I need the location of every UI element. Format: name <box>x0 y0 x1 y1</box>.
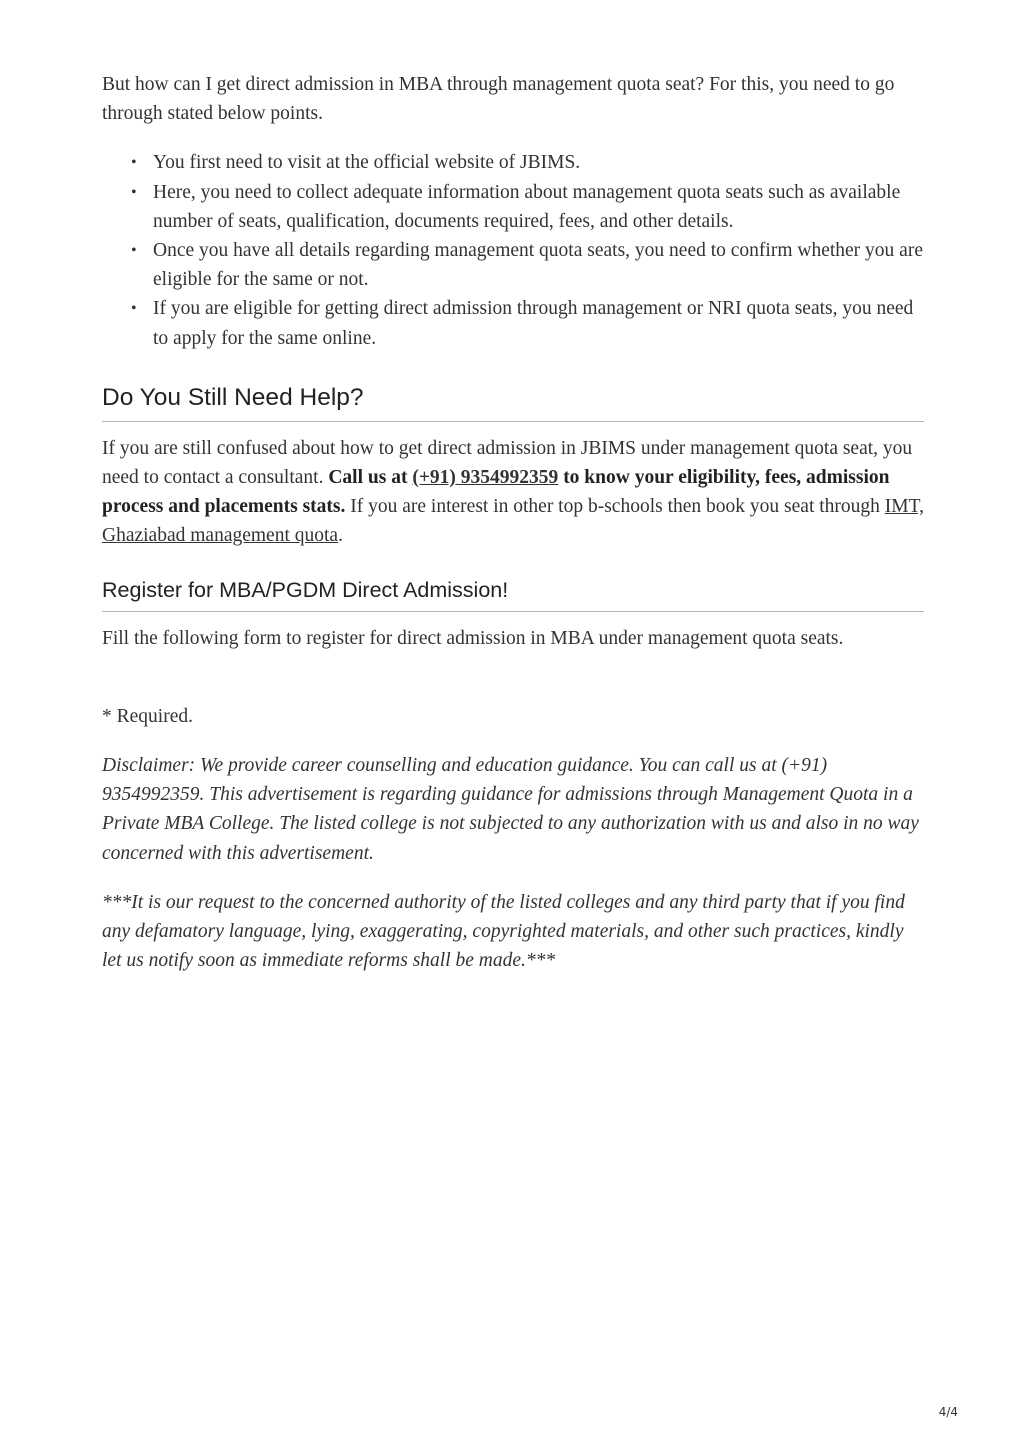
bullet-icon: • <box>131 154 137 172</box>
call-us-label: Call us at <box>328 467 413 489</box>
page-number: 4/4 <box>938 1405 958 1419</box>
list-item <box>131 236 924 294</box>
list-item-text: You first need to visit at the official website of JBIMS. <box>153 152 581 174</box>
help-text-part2: If you are interest in other top b-schools then book you seat through <box>345 496 885 518</box>
list-item-text: Here, you need to collect adequate information about management quota seats such as available number of seats, qualification, documents required, fees, and other details. <box>153 181 901 232</box>
disclaimer-paragraph: Disclaimer: We provide career counselling and education guidance. You can call us at (+91) 9354992359. This advertisement is regarding guidance for admissions through Management Quota in a Private MBA College. The listed college is not subjected to any authorization with us and also in no way concerned with this advertisement. <box>102 755 919 864</box>
intro-paragraph: But how can I get direct admission in MBA through management quota seat? For this, you need to go through stated below points. <box>102 74 895 125</box>
list-item <box>131 294 924 352</box>
eligibility-text: to know your eligibility, fees, admission process and placements stats. <box>102 467 890 518</box>
required-note: * Required. <box>102 705 193 727</box>
register-paragraph: Fill the following form to register for direct admission in MBA under management quota seats. <box>102 627 844 649</box>
request-paragraph: ***It is our request to the concerned authority of the listed colleges and any third party that if you find any defamatory language, lying, exaggerating, copyrighted materials, and other such practices, kindly let us notify soon as immediate reforms shall be made.*** <box>102 891 905 972</box>
register-heading: Register for MBA/PGDM Direct Admission! <box>102 577 924 612</box>
help-text-end: . <box>338 525 343 547</box>
bullet-icon: • <box>131 300 137 318</box>
help-heading: Do You Still Need Help? <box>102 383 924 422</box>
list-item-text: If you are eligible for getting direct admission through management or NRI quota seats, you need to apply for the same online. <box>153 298 914 349</box>
imt-ghaziabad-link[interactable]: IMT, Ghaziabad management quota <box>102 496 924 547</box>
admission-steps-list <box>102 148 924 352</box>
article-content <box>102 70 924 975</box>
list-item <box>131 178 924 236</box>
phone-link[interactable]: (+91) 9354992359 <box>412 467 559 489</box>
list-item-text: Once you have all details regarding management quota seats, you need to confirm whether you are eligible for the same or not. <box>153 240 923 291</box>
bullet-icon: • <box>131 242 137 260</box>
help-text-part1: If you are still confused about how to get direct admission in JBIMS under management quota seat, you need to contact a consultant. <box>102 437 913 489</box>
bullet-icon: • <box>131 183 137 201</box>
help-paragraph <box>102 434 924 551</box>
list-item <box>131 148 924 177</box>
